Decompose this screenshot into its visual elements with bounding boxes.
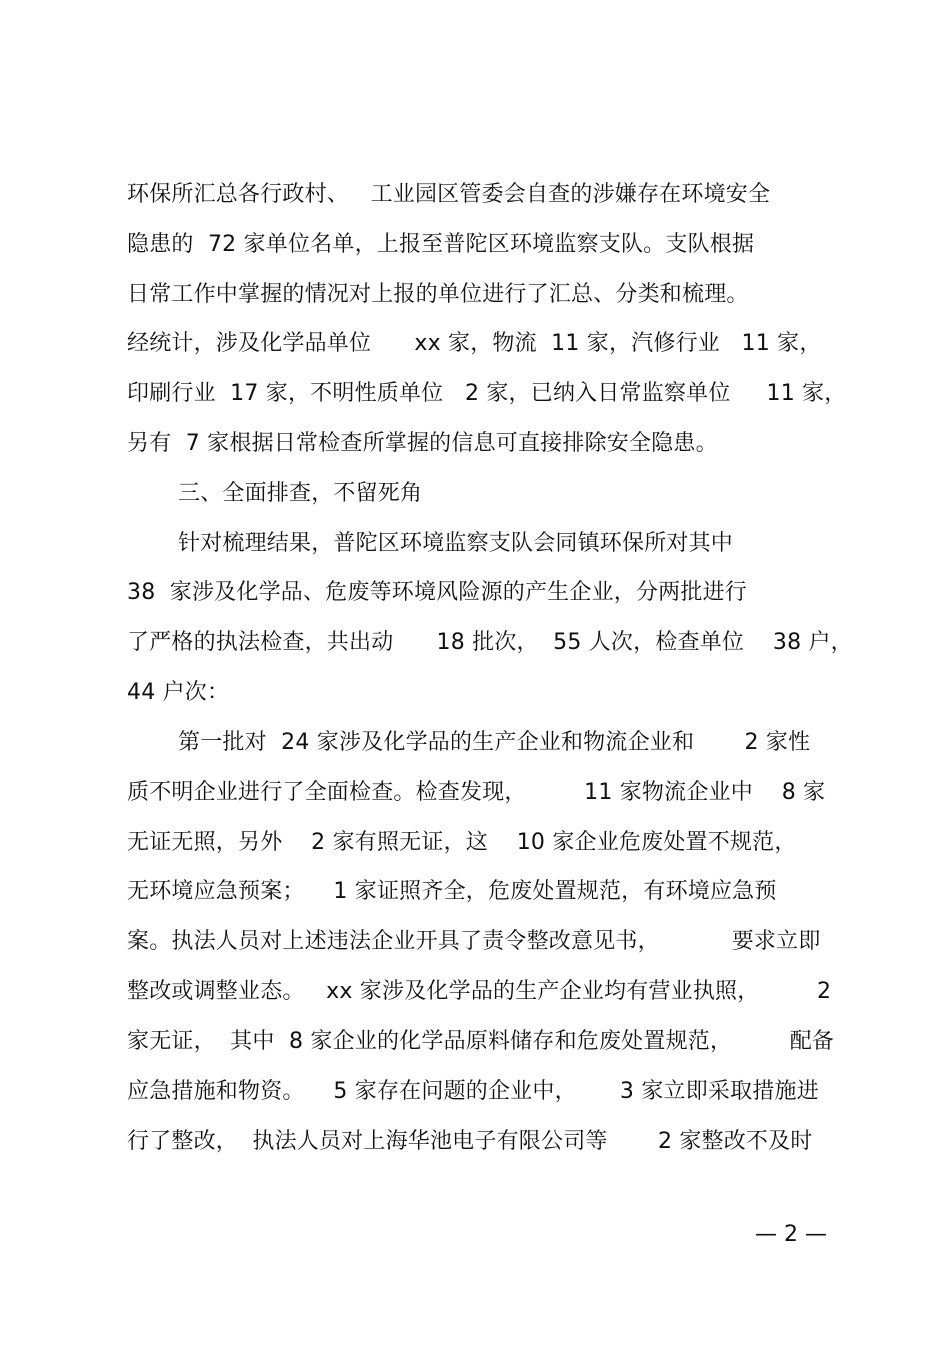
paragraph-line: 38 家涉及化学品、危废等环境风险源的产生企业，分两批进行 (127, 580, 747, 605)
paragraph-line: 另有 7 家根据日常检查所掌握的信息可直接排除安全隐患。 (127, 431, 718, 456)
paragraph-line: 家无证， 其中 8 家企业的化学品原料储存和危废处置规范， 配备 (127, 1029, 835, 1054)
section-heading: 三、全面排查，不留死角 (178, 481, 423, 506)
paragraph-line: 了严格的执法检查，共出动 18 批次， 55 人次，检查单位 38 户， (127, 630, 853, 655)
paragraph-line: 应急措施和物资。 5 家存在问题的企业中， 3 家立即采取措施进 (127, 1079, 819, 1104)
paragraph-line: 行了整改， 执法人员对上海华池电子有限公司等 2 家整改不及时 (127, 1129, 813, 1154)
paragraph-line: 整改或调整业态。 xx 家涉及化学品的生产企业均有营业执照， 2 (127, 979, 832, 1004)
paragraph-line: 日常工作中掌握的情况对上报的单位进行了汇总、分类和梳理。 (127, 282, 749, 307)
paragraph-line: 案。执法人员对上述违法企业开具了责令整改意见书， 要求立即 (127, 929, 821, 954)
paragraph-line: 印刷行业 17 家，不明性质单位 2 家，已纳入日常监察单位 11 家， (127, 381, 847, 406)
paragraph-line: 44 户次： (127, 680, 230, 705)
page-number: — 2 — (755, 1222, 827, 1247)
paragraph-line: 第一批对 24 家涉及化学品的生产企业和物流企业和 2 家性 (178, 730, 811, 755)
paragraph-line: 针对梳理结果，普陀区环境监察支队会同镇环保所对其中 (178, 531, 734, 556)
paragraph-line: 经统计，涉及化学品单位 xx 家，物流 11 家，汽修行业 11 家， (127, 331, 822, 356)
paragraph-line: 质不明企业进行了全面检查。检查发现， 11 家物流企业中 8 家 (127, 780, 826, 805)
paragraph-line: 无证无照，另外 2 家有照无证，这 10 家企业危废处置不规范， (127, 830, 797, 855)
paragraph-line: 隐患的 72 家单位名单，上报至普陀区环境监察支队。支队根据 (127, 232, 755, 257)
paragraph-line: 无环境应急预案； 1 家证照齐全，危废处置规范，有环境应急预 (127, 879, 777, 904)
paragraph-line: 环保所汇总各行政村、 工业园区管委会自查的涉嫌存在环境安全 (127, 182, 771, 207)
